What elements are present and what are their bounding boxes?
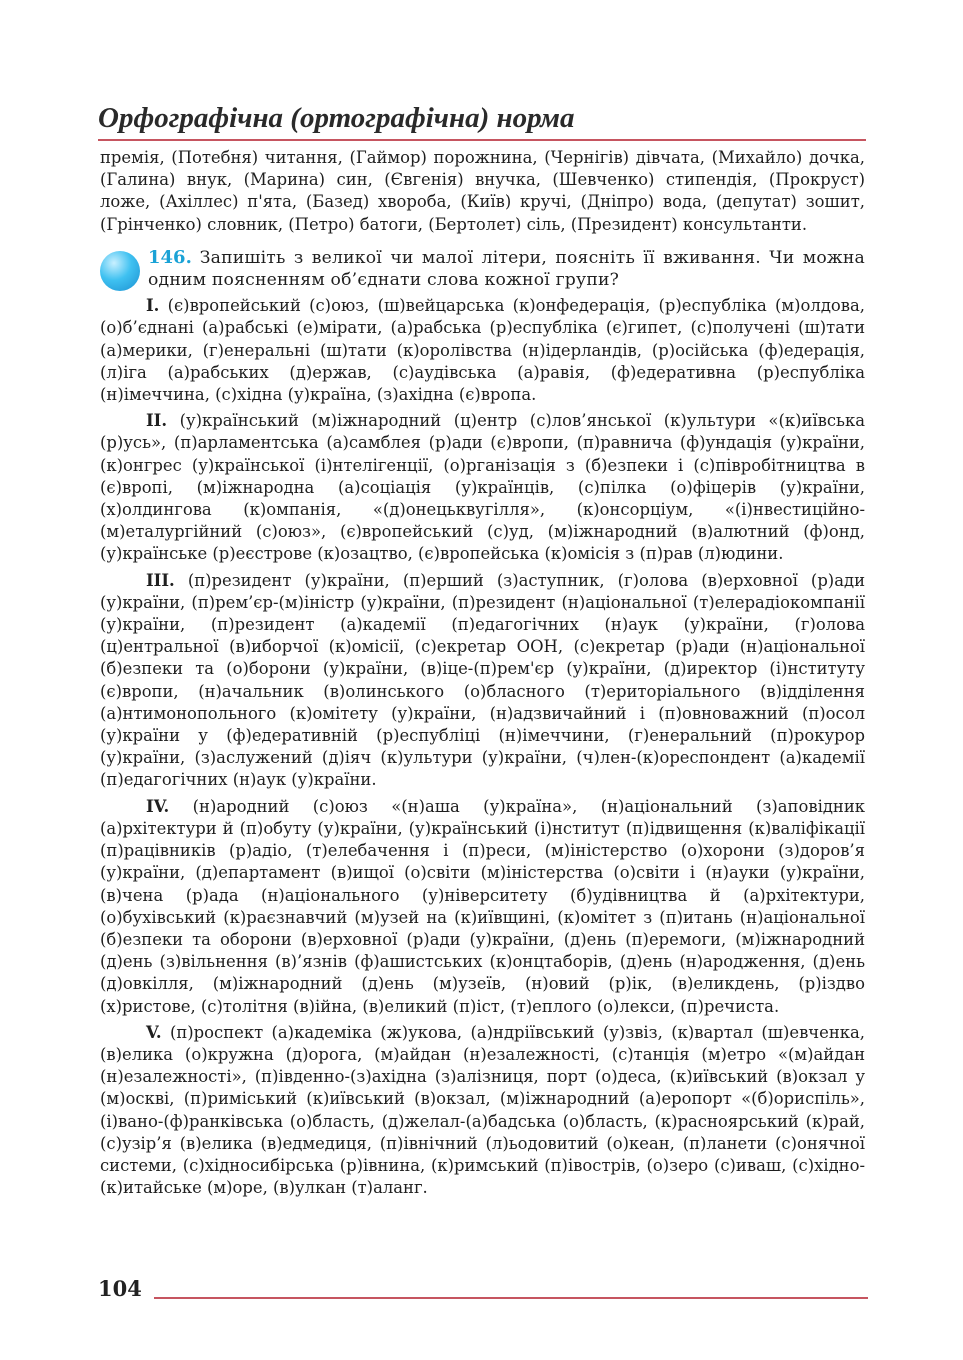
page-number: 104: [98, 1276, 142, 1301]
exercise-group-4: [100, 796, 865, 1018]
task-number: 146.: [148, 246, 192, 268]
group-label: II.: [146, 411, 168, 431]
intro-paragraph: премія, (Потебня) читання, (Гаймор) порожнина, (Чернігів) дівчата, (Михайло) дочка, (Галина) внук, (Марина) син, (Євгенія) внучка, (Шевченко) стипендія, (Прокруст) ложе, (Ахіллес) п'ята, (Базед) хвороба, (Київ) кручі, (Дніпро) вода, (депутат) зошит, (Грінченко) словник, (Петро) батоги, (Бертолет) сіль, (Президент) консультанти.: [100, 148, 865, 234]
task-text: Запишіть з великої чи малої літери, поясніть її вживання. Чи можна одним поясненням об’єднати слова кожної групи?: [148, 247, 865, 291]
exercise-group-1: [100, 295, 865, 406]
exercise-group-5: [100, 1022, 865, 1200]
exercise-group-3: [100, 570, 865, 792]
group-label: I.: [146, 296, 160, 316]
task-heading: [100, 247, 865, 291]
page-title: Орфографічна (ортографічна) норма: [98, 102, 575, 134]
header-rule: [98, 139, 866, 141]
page-footer: [98, 1276, 868, 1306]
group-label: III.: [146, 570, 175, 590]
exercise-group-2: [100, 410, 865, 565]
group-text: (н)ародний (с)оюз «(н)аша (у)країна», (н)аціональний (з)аповідник (а)рхітектури й (п)обуту (у)країни, (у)країнський (і)нститут (п)ідвищення (к)валіфікації (п)рацівників (р)адіо, (т)елебачення і (п)реси, (м)іністерство (о)хорони (з)доров’я (у)країни, (д)епартамент (в)ищої (о)світи (м)іністерства (о)світи і (н)ауки (у)країни, (в)чена (р)ада (н)аціонального (у)ніверситету (б)удівництва й (а)рхітектури, (о)бухівський (к)раєзнавчий (м)узей на (к)иївщині, (к)омітет з (п)итань (н)аціональної (б)езпеки та оборони (в)ерховної (р)ади (у)країни, (д)ень (п)еремоги, (м)іжнародний (д)ень (з)вільнення (в)’язнів (ф)ашистських (к)онцтаборів, (д)ень (н)ародження, (д)ень (д)овкілля, (м)іжнародний (д)ень (м)узеїв, (н)овий (р)ік, (в)еликдень, (р)іздво (х)ристове, (с)толітня (в)ійна, (в)еликий (п)іст, (т)еплого (о)лекси, (п)речиста.: [100, 796, 865, 1016]
group-text: (є)вропейський (с)оюз, (ш)вейцарська (к)онфедерація, (р)еспубліка (м)олдова, (о)б’єднані (а)рабські (е)мірати, (а)рабська (р)еспубліка (є)гипет, (с)получені (ш)тати (а)мерики, (г)енеральні (ш)тати (к)оролівства (н)ідерландів, (р)осійська (ф)едерація, (л)іга (а)рабських (д)ержав, (с)аудівська (а)равія, (ф)едеративна (р)еспубліка (н)імеччина, (с)хідна (у)країна, (з)ахідна (є)вропа.: [100, 296, 865, 405]
group-label: V.: [146, 1022, 162, 1042]
group-label: IV.: [146, 796, 170, 816]
page-content: [100, 147, 865, 1199]
group-text: (п)роспект (а)кадеміка (ж)укова, (а)ндріївський (у)звіз, (к)вартал (ш)евченка, (в)елика (о)кружна (д)орога, (м)айдан (н)езалежності, (с)танція (м)етро «(м)айдан (н)езалежності», (п)івденно-(з)ахідна (з)алізниця, порт (о)деса, (к)иївський (в)окзал у (м)оскві, (п)риміський (к)иївський (в)окзал, (м)іжнародний (а)еропорт «(б)ориспіль», (і)вано-(ф)ранківська (о)бласть, (д)желал-(а)бадська (о)бласть, (к)расноярський (к)рай, (с)узір’я (в)елика (в)едмедиця, (п)івнічний (л)ьодовитий (о)кеан, (п)ланети (с)онячної системи, (с)хідносибірська (р)івнина, (к)римський (п)івострів, (о)зеро (с)иваш, (с)хідно-(к)итайське (м)оре, (в)улкан (т)аланг.: [100, 1022, 865, 1198]
footer-rule: [154, 1297, 868, 1299]
bubble-icon: [100, 251, 140, 291]
page-header: [98, 98, 866, 141]
group-text: (у)країнський (м)іжнародний (ц)ентр (с)лов’янської (к)ультури «(к)иївська (р)усь», (п)арламентська (а)самблея (р)ади (є)вропи, (п)равнича (ф)ундація (у)країни, (к)онгрес (у)країнської (і)нтелігенції, (о)рганізація з (б)езпеки і (с)півробітництва в (є)вропі, (м)іжнародна (а)соціація (у)країнців, (с)пілка (о)фіцерів (у)країни, (х)олдингова (к)омпанія, «(д)онецьквугілля», (к)онсорціум, «(і)нвестиційно-(м)еталургійний (с)оюз», (є)вропейський (с)уд, (м)іжнародний (в)алютний (ф)онд, (у)країнське (р)еєстрове (к)озацтво, (є)вропейська (к)омісія з (п)рав (л)юдини.: [100, 411, 865, 564]
group-text: (п)резидент (у)країни, (п)ерший (з)аступник, (г)олова (в)ерховної (р)ади (у)країни, (п)рем’єр-(м)іністр (у)країни, (п)резидент (н)аціональної (т)елерадіокомпанії (у)країни, (п)резидент (а)кадемії (п)едагогічних (н)аук (у)країни, (г)олова (ц)ентральної (в)иборчої (к)омісії, (с)екретар ООН, (с)екретар (р)ади (н)аціональної (б)езпеки та (о)борони (у)країни, (в)іце-(п)рем'єр (у)країни, (д)иректор (і)нституту (є)вропи, (н)ачальник (в)олинського (о)бласного (т)ериторіального (в)ідділення (а)нтимонопольного (к)омітету (у)країни, (н)адзвичайний і (п)овноважний (п)осол (у)країни у (ф)едеративній (р)еспубліці (н)імеччини, (г)енеральний (п)рокурор (у)країни, (з)аслужений (д)іяч (к)ультури (у)країни, (ч)лен-(к)ореспондент (а)кадемії (п)едагогічних (н)аук (у)країни.: [100, 570, 865, 790]
